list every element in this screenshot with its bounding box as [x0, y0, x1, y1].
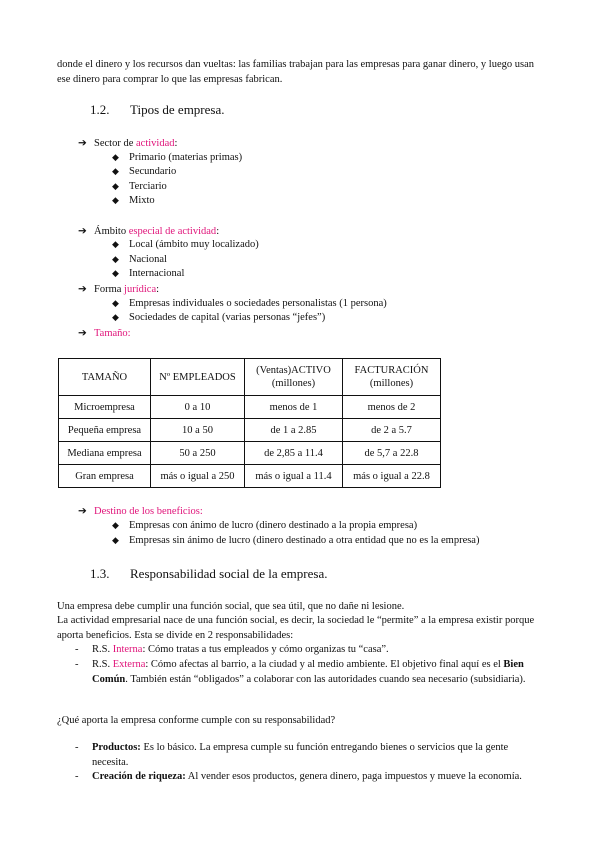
diamond-bullet-icon: ◆ — [112, 520, 119, 530]
table-row — [59, 396, 441, 419]
list-item-rs-externa: - R.S. Externa: Cómo afectas al barrio, a la ciudad y al medio ambiente. El objetivo final aquí es el Bien Común. También están “obligados” a colaborar con las autoridades cuando sea necesario (subsidiaria). — [75, 659, 526, 685]
diamond-bullet-icon: ◆ — [112, 181, 119, 191]
diamond-bullet-icon: ◆ — [112, 152, 119, 162]
table-cell: de 5,7 a 22.8 — [343, 442, 441, 465]
list-item-sector: ➔ Sector de actividad: — [78, 138, 178, 149]
table-cell: menos de 1 — [245, 396, 343, 419]
diamond-bullet-icon: ◆ — [112, 195, 119, 205]
table-header-cell: Nº EMPLEADOS — [151, 359, 245, 396]
section-number: 1.2. — [90, 102, 110, 117]
section-title: Responsabilidad social de la empresa. — [130, 566, 328, 581]
table-cell: más o igual a 250 — [151, 465, 245, 488]
list-item: ◆ Empresas con ánimo de lucro (dinero destinado a la propia empresa) — [112, 520, 418, 531]
table-cell: de 2,85 a 11.4 — [245, 442, 343, 465]
table-cell: 0 a 10 — [151, 396, 245, 419]
highlight-text: Tamaño — [94, 328, 128, 339]
list-item: ◆ Primario (materias primas) — [112, 152, 243, 163]
table-cell: Gran empresa — [59, 465, 151, 488]
list-item: ◆ Internacional — [112, 268, 185, 279]
table-cell: de 2 a 5.7 — [343, 419, 441, 442]
list-item: ◆ Sociedades de capital (varias personas “jefes”) — [112, 312, 326, 323]
table-cell: más o igual a 11.4 — [245, 465, 343, 488]
diamond-bullet-icon: ◆ — [112, 166, 119, 176]
list-item: ◆ Local (ámbito muy localizado) — [112, 239, 259, 250]
intro-paragraph: donde el dinero y los recursos dan vueltas: las familias trabajan para las empresas para ganar dinero, y luego usan ese dinero para comprar lo que las empresas fabrican. — [57, 59, 535, 85]
list-item: ◆ Mixto — [112, 195, 155, 206]
paragraph: Una empresa debe cumplir una función social, que sea útil, que no dañe ni lesione. — [57, 601, 405, 612]
table-row — [59, 419, 441, 442]
arrow-icon: ➔ — [78, 506, 87, 517]
dash-bullet: - — [75, 644, 79, 655]
table-header-cell: (Ventas)ACTIVO (millones) — [245, 359, 343, 396]
highlight-text: Externa — [112, 659, 146, 670]
list-item-forma: ➔ Forma jurídica: — [78, 284, 160, 295]
section-title: Tipos de empresa. — [130, 102, 225, 117]
table-cell: Microempresa — [59, 396, 151, 419]
table-header-row — [59, 359, 441, 396]
paragraph: La actividad empresarial nace de una función social, es decir, la sociedad le “permite” a la empresa existir porque aporta beneficios. Esta se divide en 2 responsabilidades: — [57, 615, 535, 641]
list-item: ◆ Terciario — [112, 181, 167, 192]
section-number: 1.3. — [90, 566, 110, 581]
table-header-cell: TAMAÑO — [59, 359, 151, 396]
list-item-ambito: ➔ Ámbito especial de actividad: — [78, 226, 220, 237]
dash-bullet: - — [75, 742, 79, 753]
diamond-bullet-icon: ◆ — [112, 239, 119, 249]
diamond-bullet-icon: ◆ — [112, 268, 119, 278]
list-item: ◆ Empresas sin ánimo de lucro (dinero destinado a otra entidad que no es la empresa) — [112, 535, 480, 546]
list-item-tamano: ➔ Tamaño: — [78, 328, 131, 339]
question-paragraph: ¿Qué aporta la empresa conforme cumple con su responsabilidad? — [57, 715, 336, 726]
list-item: ◆ Empresas individuales o sociedades personalistas (1 persona) — [112, 298, 387, 309]
diamond-bullet-icon: ◆ — [112, 535, 119, 545]
highlight-text: Interna — [112, 644, 143, 655]
table-cell: de 1 a 2.85 — [245, 419, 343, 442]
company-size-table — [58, 358, 441, 488]
table-cell: 10 a 50 — [151, 419, 245, 442]
section-heading-tipos — [90, 102, 225, 118]
list-item: ◆ Nacional — [112, 254, 167, 265]
highlight-text: Destino de los beneficios — [94, 506, 200, 517]
table-row — [59, 465, 441, 488]
arrow-icon: ➔ — [78, 328, 87, 339]
table-cell: 50 a 250 — [151, 442, 245, 465]
table-row — [59, 442, 441, 465]
highlight-text: actividad — [136, 138, 175, 149]
list-item-productos: - Productos: Es lo básico. La empresa cumple su función entregando bienes o servicios que la gente necesita. — [75, 742, 509, 768]
diamond-bullet-icon: ◆ — [112, 298, 119, 308]
table-cell: menos de 2 — [343, 396, 441, 419]
diamond-bullet-icon: ◆ — [112, 254, 119, 264]
table-cell: Mediana empresa — [59, 442, 151, 465]
highlight-text: jurídica — [124, 284, 157, 295]
table-cell: más o igual a 22.8 — [343, 465, 441, 488]
arrow-icon: ➔ — [78, 138, 87, 149]
table-header-cell: FACTURACIÓN (millones) — [343, 359, 441, 396]
table-cell: Pequeña empresa — [59, 419, 151, 442]
section-heading-responsabilidad — [90, 566, 327, 582]
dash-bullet: - — [75, 771, 79, 782]
arrow-icon: ➔ — [78, 226, 87, 237]
list-item-rs-interna: - R.S. Interna: Cómo tratas a tus empleados y cómo organizas tu “casa”. — [75, 643, 545, 658]
list-item-riqueza: - Creación de riqueza: Al vender esos productos, genera dinero, paga impuestos y mueve la economía. — [75, 770, 545, 785]
list-item-destino: ➔ Destino de los beneficios: — [78, 506, 203, 517]
highlight-text: especial de actividad — [128, 226, 217, 237]
dash-bullet: - — [75, 659, 79, 670]
list-item: ◆ Secundario — [112, 166, 177, 177]
arrow-icon: ➔ — [78, 284, 87, 295]
diamond-bullet-icon: ◆ — [112, 312, 119, 322]
